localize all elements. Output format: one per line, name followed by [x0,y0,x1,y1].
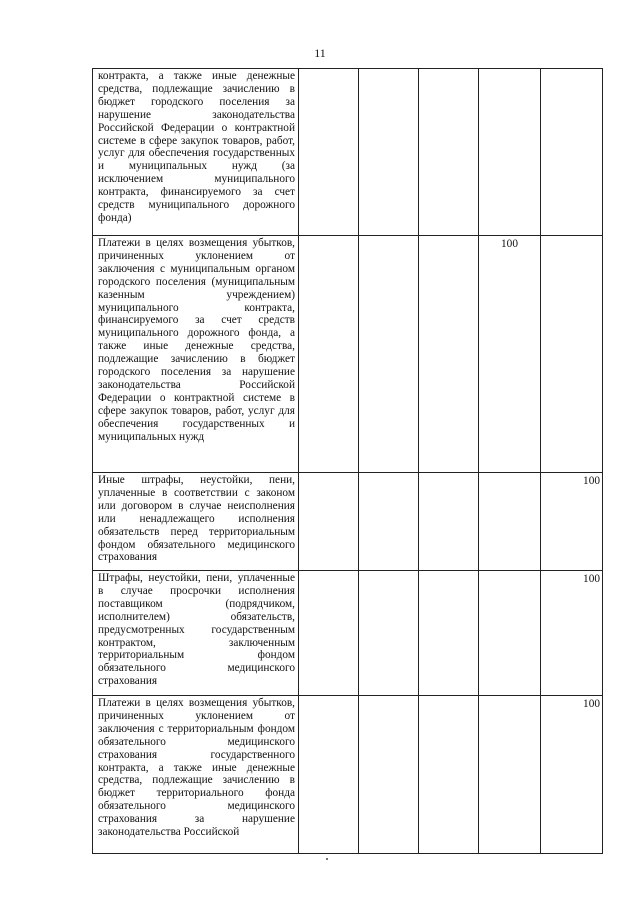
table-cell [299,571,359,696]
table-cell [299,473,359,571]
table-cell [479,69,541,236]
table-row [93,236,603,473]
value-cell: 100 [541,696,603,854]
budget-table [92,68,603,854]
page-number: 11 [314,46,326,60]
table-cell [419,69,479,236]
table-cell [419,571,479,696]
table-cell [419,696,479,854]
table-cell [359,571,419,696]
row-description: контракта, а также иные денежные средства, подлежащие зачислению в бюджет городского поселения за нарушение законодательства Российской Федерации о контрактной системе в сфере закупок товаров, работ, услуг для обеспечения государственных и муниципальных нужд (за исключением муниципального контракта, финансируемого за счет средств муниципального дорожного фонда) [93,69,299,236]
row-description: Платежи в целях возмещения убытков, причиненных уклонением от заключения с муниципальным органом городского поселения (муниципальным казенным учреждением) муниципального контракта, финансируемого за счет средств муниципального дорожного фонда, а также иные денежные средства, подлежащие зачислению в бюджет городского поселения за нарушение законодательства Российской Федерации о контрактной системе в сфере закупок товаров, работ, услуг для обеспечения государственных и муниципальных нужд [93,236,299,473]
table-row [93,571,603,696]
table-cell [299,236,359,473]
table-cell [299,696,359,854]
table-cell [479,473,541,571]
table-cell [299,69,359,236]
table-cell [359,69,419,236]
row-description: Платежи в целях возмещения убытков, причиненных уклонением от заключения с территориальным фондом обязательного медицинского страхования государственного контракта, а также иные денежные средства, подлежащие зачислению в бюджет территориального фонда обязательного медицинского страхования за нарушение законодательства Российской [93,696,299,854]
table-row [93,473,603,571]
table-cell [359,236,419,473]
table-cell [541,69,603,236]
table-row [93,696,603,854]
table-cell [419,236,479,473]
row-description: Иные штрафы, неустойки, пени, уплаченные в соответствии с законом или договором в случае неисполнения или ненадлежащего исполнения обязательств перед территориальным фондом обязательного медицинского страхования [93,473,299,571]
row-description: Штрафы, неустойки, пени, уплаченные в случае просрочки исполнения поставщиком (подрядчиком, исполнителем) обязательств, предусмотренных государственным контрактом, заключенным территориальным фондом обязательного медицинского страхования [93,571,299,696]
table-cell [359,696,419,854]
table-cell [479,696,541,854]
table-cell [541,236,603,473]
value-cell: 100 [541,473,603,571]
value-cell: 100 [479,236,541,473]
table-cell [419,473,479,571]
table-cell [359,473,419,571]
scan-speck [326,858,328,860]
table-cell [479,571,541,696]
table-row [93,69,603,236]
value-cell: 100 [541,571,603,696]
